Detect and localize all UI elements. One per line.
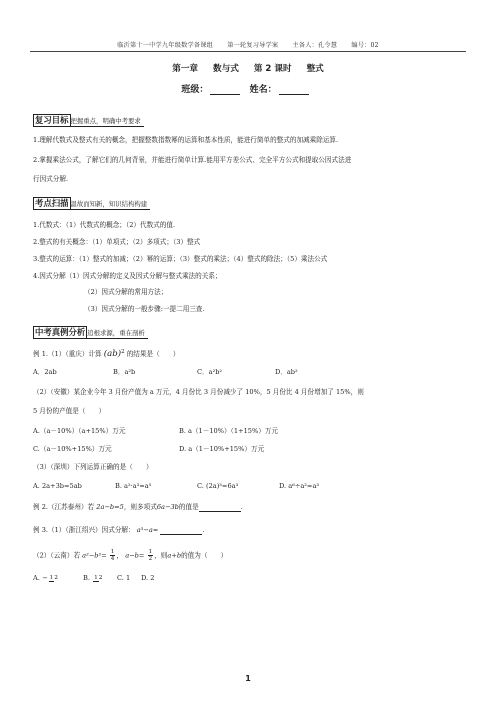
ex1-q1-expr: (ab) bbox=[103, 349, 122, 360]
fraction-denominator: 4 bbox=[110, 556, 115, 562]
section-review-title: 考点扫描 bbox=[35, 198, 69, 208]
ex1-q1-option-a[interactable]: A．2ab bbox=[33, 368, 57, 376]
option-fraction bbox=[49, 575, 58, 582]
ex1-q3-option-d[interactable]: D. a⁶÷a²=a³ bbox=[279, 482, 320, 490]
ex3-q1-expression: a³−a= bbox=[136, 526, 159, 534]
review-line-3: 3.整式的运算：（1）整式的加减；（2）幂的运算；（3）整式的乘法；（4）整式的除法；（5）乘法公式 bbox=[33, 255, 328, 263]
ex1-q1-exp: 2 bbox=[121, 349, 125, 355]
example-1-q3: （3）（深圳）下列运算正确的是（ ） bbox=[33, 463, 153, 471]
title-lesson: 第 2 课时 bbox=[253, 64, 292, 74]
ex3-q2-fraction-1 bbox=[110, 549, 116, 562]
ex2-prefix: 例 2.（江苏泰州）若 bbox=[33, 503, 95, 511]
example-1-q2-options-row1 bbox=[33, 427, 473, 436]
section-examples-title: 中考真例分析 bbox=[35, 327, 86, 337]
ex1-q1-option-d[interactable]: D．ab² bbox=[275, 368, 298, 376]
example-1-q2a: （2）（安徽）某企业今年 3 月份产值为 a 万元，4 月份比 3 月份减少了 10%，5 月份比 4 月份增加了 15%，则 bbox=[33, 388, 364, 396]
goal-item-1: 1.理解代数式及整式有关的概念，把握整数指数幂的运算和基本性质，能进行简单的整式的加减乘除运算. bbox=[33, 136, 339, 144]
ex2-suffix: 的值是 bbox=[178, 503, 199, 511]
ex3-q2-expression: a+b bbox=[167, 551, 182, 560]
ex1-q1-option-c[interactable]: C．a²b² bbox=[197, 368, 223, 376]
class-blank[interactable] bbox=[210, 85, 240, 95]
header-school: 临沂第十一中学九年级数学备课组 bbox=[117, 42, 214, 49]
ex3-q2-condition-2: a−b= bbox=[125, 551, 145, 560]
example-1-q3-options bbox=[33, 482, 473, 491]
section-examples-heading bbox=[33, 326, 148, 339]
review-line-1: 1.代数式：（1）代数式的概念；（2）代数式的值. bbox=[33, 221, 176, 229]
title-topic: 数与式 bbox=[213, 64, 239, 74]
example-1-q2b: 5 月份的产值是（ ） bbox=[33, 407, 106, 415]
option-letter: B. bbox=[83, 574, 90, 582]
review-line-6: （3）因式分解的一般步骤:一提二用三查. bbox=[84, 305, 205, 313]
header-number: 编号：02 bbox=[351, 42, 379, 49]
name-blank[interactable] bbox=[279, 85, 309, 95]
ex3-q2-prefix: （2）（云南）若 bbox=[33, 551, 81, 560]
option-letter: A. bbox=[33, 574, 40, 582]
ex3-q2-suffix: 的值为（ ） bbox=[181, 551, 228, 560]
ex2-mid: ，则多项式 bbox=[123, 503, 157, 511]
example-2: 例 2.（江苏泰州）若 2a−b=5，则多项式6a−3b的值是 . bbox=[33, 503, 243, 511]
ex1-q3-option-c[interactable]: C. (2a)³=6a³ bbox=[197, 482, 239, 490]
ex1-q1-option-b[interactable]: B．a²b bbox=[113, 368, 136, 376]
ex1-q3-option-a[interactable]: A. 2a+3b=5ab bbox=[33, 482, 82, 490]
ex1-q2-option-c[interactable]: C.（a－10%+15%）万元 bbox=[33, 445, 112, 453]
page-number: 1 bbox=[245, 674, 251, 683]
class-label: 班级： bbox=[181, 85, 209, 95]
section-examples-subtitle: 追根求源，重在剖析 bbox=[87, 329, 148, 339]
header-author: 主备人：孔令慧 bbox=[292, 42, 338, 49]
ex1-q2-option-d[interactable]: D. a（1－10%+15%）万元 bbox=[179, 445, 265, 453]
fraction-numerator: 1 bbox=[49, 574, 54, 581]
student-info bbox=[0, 82, 496, 95]
section-review-subtitle: 温故而知新，知识结构构建 bbox=[71, 200, 151, 210]
ex3-q2-option-c[interactable]: C. 1 bbox=[117, 574, 131, 582]
fraction-denominator: 2 bbox=[148, 556, 153, 562]
fraction-numerator: 1 bbox=[94, 574, 98, 581]
page-header bbox=[0, 40, 496, 49]
header-plan: 第一轮复习导学案 bbox=[227, 42, 279, 49]
title-chapter: 第一章 bbox=[172, 64, 199, 74]
goal-item-2a: 2.掌握乘法公式，了解它们的几何背景，并能进行简单计算.能用平方差公式、完全平方公式和提取公因式法进 bbox=[33, 156, 352, 164]
ex1-q2-option-a[interactable]: A.（a－10%）（a+15%）万元 bbox=[33, 427, 126, 435]
review-line-5: （2）因式分解的常用方法； bbox=[84, 288, 168, 296]
ex1-q3-option-b[interactable]: B. a²·a³=a⁵ bbox=[115, 482, 152, 490]
ex3-q2-condition-1: a²−b²= bbox=[82, 551, 107, 560]
section-goals-subtitle: 把握重点，明确中考要求 bbox=[71, 117, 144, 127]
fraction-numerator: 1 bbox=[110, 549, 115, 555]
page-title bbox=[0, 62, 496, 74]
ex3-q2-fraction-2 bbox=[148, 549, 154, 562]
example-3-q2-options bbox=[33, 574, 473, 583]
fraction-numerator: 1 bbox=[148, 549, 153, 555]
ex2-answer-blank[interactable] bbox=[199, 503, 241, 512]
section-goals-heading bbox=[33, 114, 144, 127]
fraction-denominator: 2 bbox=[54, 574, 58, 581]
ex2-expression: 6a−3b bbox=[156, 503, 179, 511]
minus-sign: − bbox=[41, 574, 48, 582]
ex1-q1-suffix: 的结果是（ ） bbox=[126, 350, 180, 359]
review-line-2: 2.整式的有关概念：（1）单项式；（2）多项式；（3）整式 bbox=[33, 238, 201, 246]
fraction-denominator: 2 bbox=[98, 574, 103, 581]
ex1-q1-prefix: 例 1.（1）（重庆）计算 bbox=[33, 350, 102, 359]
ex3-q1-prefix: 例 3.（1）（浙江绍兴）因式分解： bbox=[33, 526, 135, 534]
ex3-q1-answer-blank[interactable] bbox=[160, 526, 202, 535]
example-3-q1: 例 3.（1）（浙江绍兴）因式分解： a³−a= . bbox=[33, 526, 205, 534]
ex1-q2-option-b[interactable]: B. a（1－10%）（1+15%）万元 bbox=[179, 427, 279, 435]
example-1-q1 bbox=[33, 348, 473, 359]
name-label: 姓名： bbox=[249, 85, 277, 95]
ex3-q2-option-b[interactable] bbox=[83, 574, 117, 583]
section-goals-title: 复习目标 bbox=[35, 115, 69, 125]
ex2-condition: 2a−b=5 bbox=[96, 503, 124, 511]
example-1-q2-options-row2 bbox=[33, 445, 473, 454]
example-3-q2: （2）（云南）若 a²−b²= $\frac{1}{4}$ ， a−b= $\frac{1}{2}$ ，则a+b的值为（ ） bbox=[33, 549, 228, 562]
option-fraction bbox=[93, 575, 102, 582]
header-divider bbox=[30, 51, 466, 52]
review-line-4: 4.因式分解（1）因式分解的定义及因式分解与整式乘法的关系； bbox=[33, 272, 222, 280]
goal-item-2b: 行因式分解. bbox=[33, 175, 69, 183]
ex3-q2-mid: ，则 bbox=[154, 551, 168, 560]
ex3-q2-option-d[interactable]: D. 2 bbox=[141, 574, 155, 582]
title-name: 整式 bbox=[306, 64, 324, 74]
ex3-q2-option-a[interactable] bbox=[33, 574, 83, 583]
example-1-q1-options bbox=[33, 368, 473, 377]
section-review-heading bbox=[33, 197, 150, 210]
